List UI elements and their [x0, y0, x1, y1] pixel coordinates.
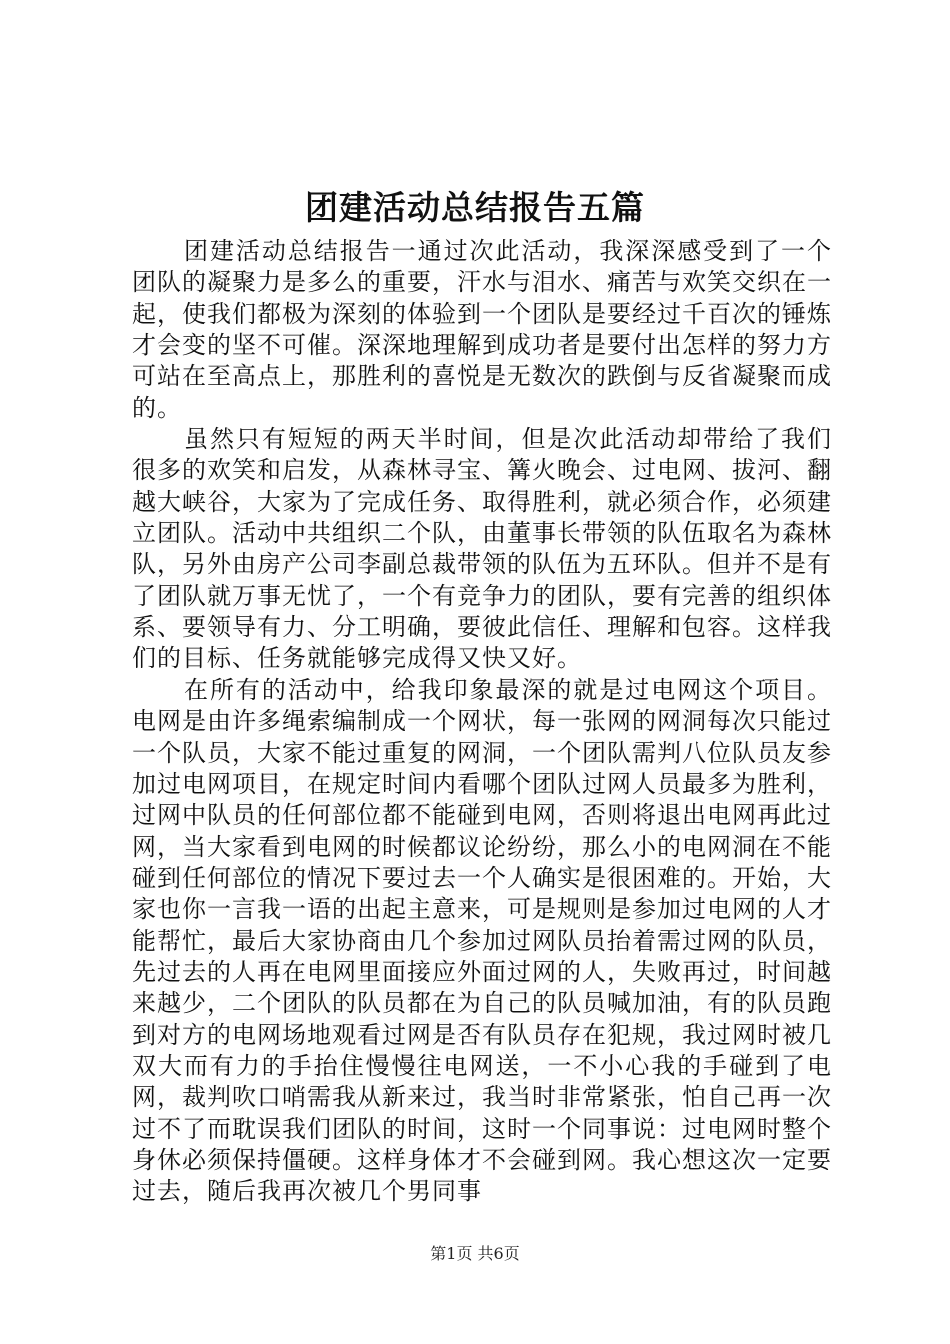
page-footer: 第1页 共6页: [430, 1244, 520, 1263]
paragraph-1: 团建活动总结报告一通过次此活动，我深深感受到了一个团队的凝聚力是多么的重要，汗水与泪水、痛苦与欢笑交织在一起，使我们都极为深刻的体验到一个团队是要经过千百次的锤炼才会变的坚不可催。深深地理解到成功者是要付出怎样的努力方可站在至高点上，那胜利的喜悦是无数次的跌倒与反省凝聚而成的。: [132, 237, 832, 422]
paragraph-3: 在所有的活动中，给我印象最深的就是过电网这个项目。电网是由许多绳索编制成一个网状，每一张网的网洞每次只能过一个队员，大家不能过重复的网洞，一个团队需判八位队员友参加过电网项目，在规定时间内看哪个团队过网人员最多为胜利，过网中队员的任何部位都不能碰到电网，否则将退出电网再此过网，当大家看到电网的时候都议论纷纷，那么小的电网洞在不能碰到任何部位的情况下要过去一个人确实是很困难的。开始，大家也你一言我一语的出起主意来，可是规则是参加过电网的人才能帮忙，最后大家协商由几个参加过网队员抬着需过网的队员，先过去的人再在电网里面接应外面过网的人，失败再过，时间越来越少，二个团队的队员都在为自己的队员喊加油，有的队员跑到对方的电网场地观看过网是否有队员存在犯规，我过网时被几双大而有力的手抬住慢慢往电网送，一不小心我的手碰到了电网，裁判吹口哨需我从新来过，我当时非常紧张，怕自己再一次过不了而耽误我们团队的时间，这时一个同事说：过电网时整个身休必须保持僵硬。这样身体才不会碰到网。我心想这次一定要过去，随后我再次被几个男同事: [132, 675, 832, 1206]
document-body: [132, 236, 832, 1208]
document-title: 团建活动总结报告五篇: [305, 188, 645, 227]
paragraph-2: 虽然只有短短的两天半时间，但是次此活动却带给了我们很多的欢笑和启发，从森林寻宝、篝火晚会、过电网、拔河、翻越大峡谷，大家为了完成任务、取得胜利，就必须合作，必须建立团队。活动中共组织二个队，由董事长带领的队伍取名为森林队，另外由房产公司李副总裁带领的队伍为五环队。但并不是有了团队就万事无忧了，一个有竞争力的团队，要有完善的组织体系、要领导有力、分工明确，要彼此信任、理解和包容。这样我们的目标、任务就能够完成得又快又好。: [132, 425, 832, 673]
